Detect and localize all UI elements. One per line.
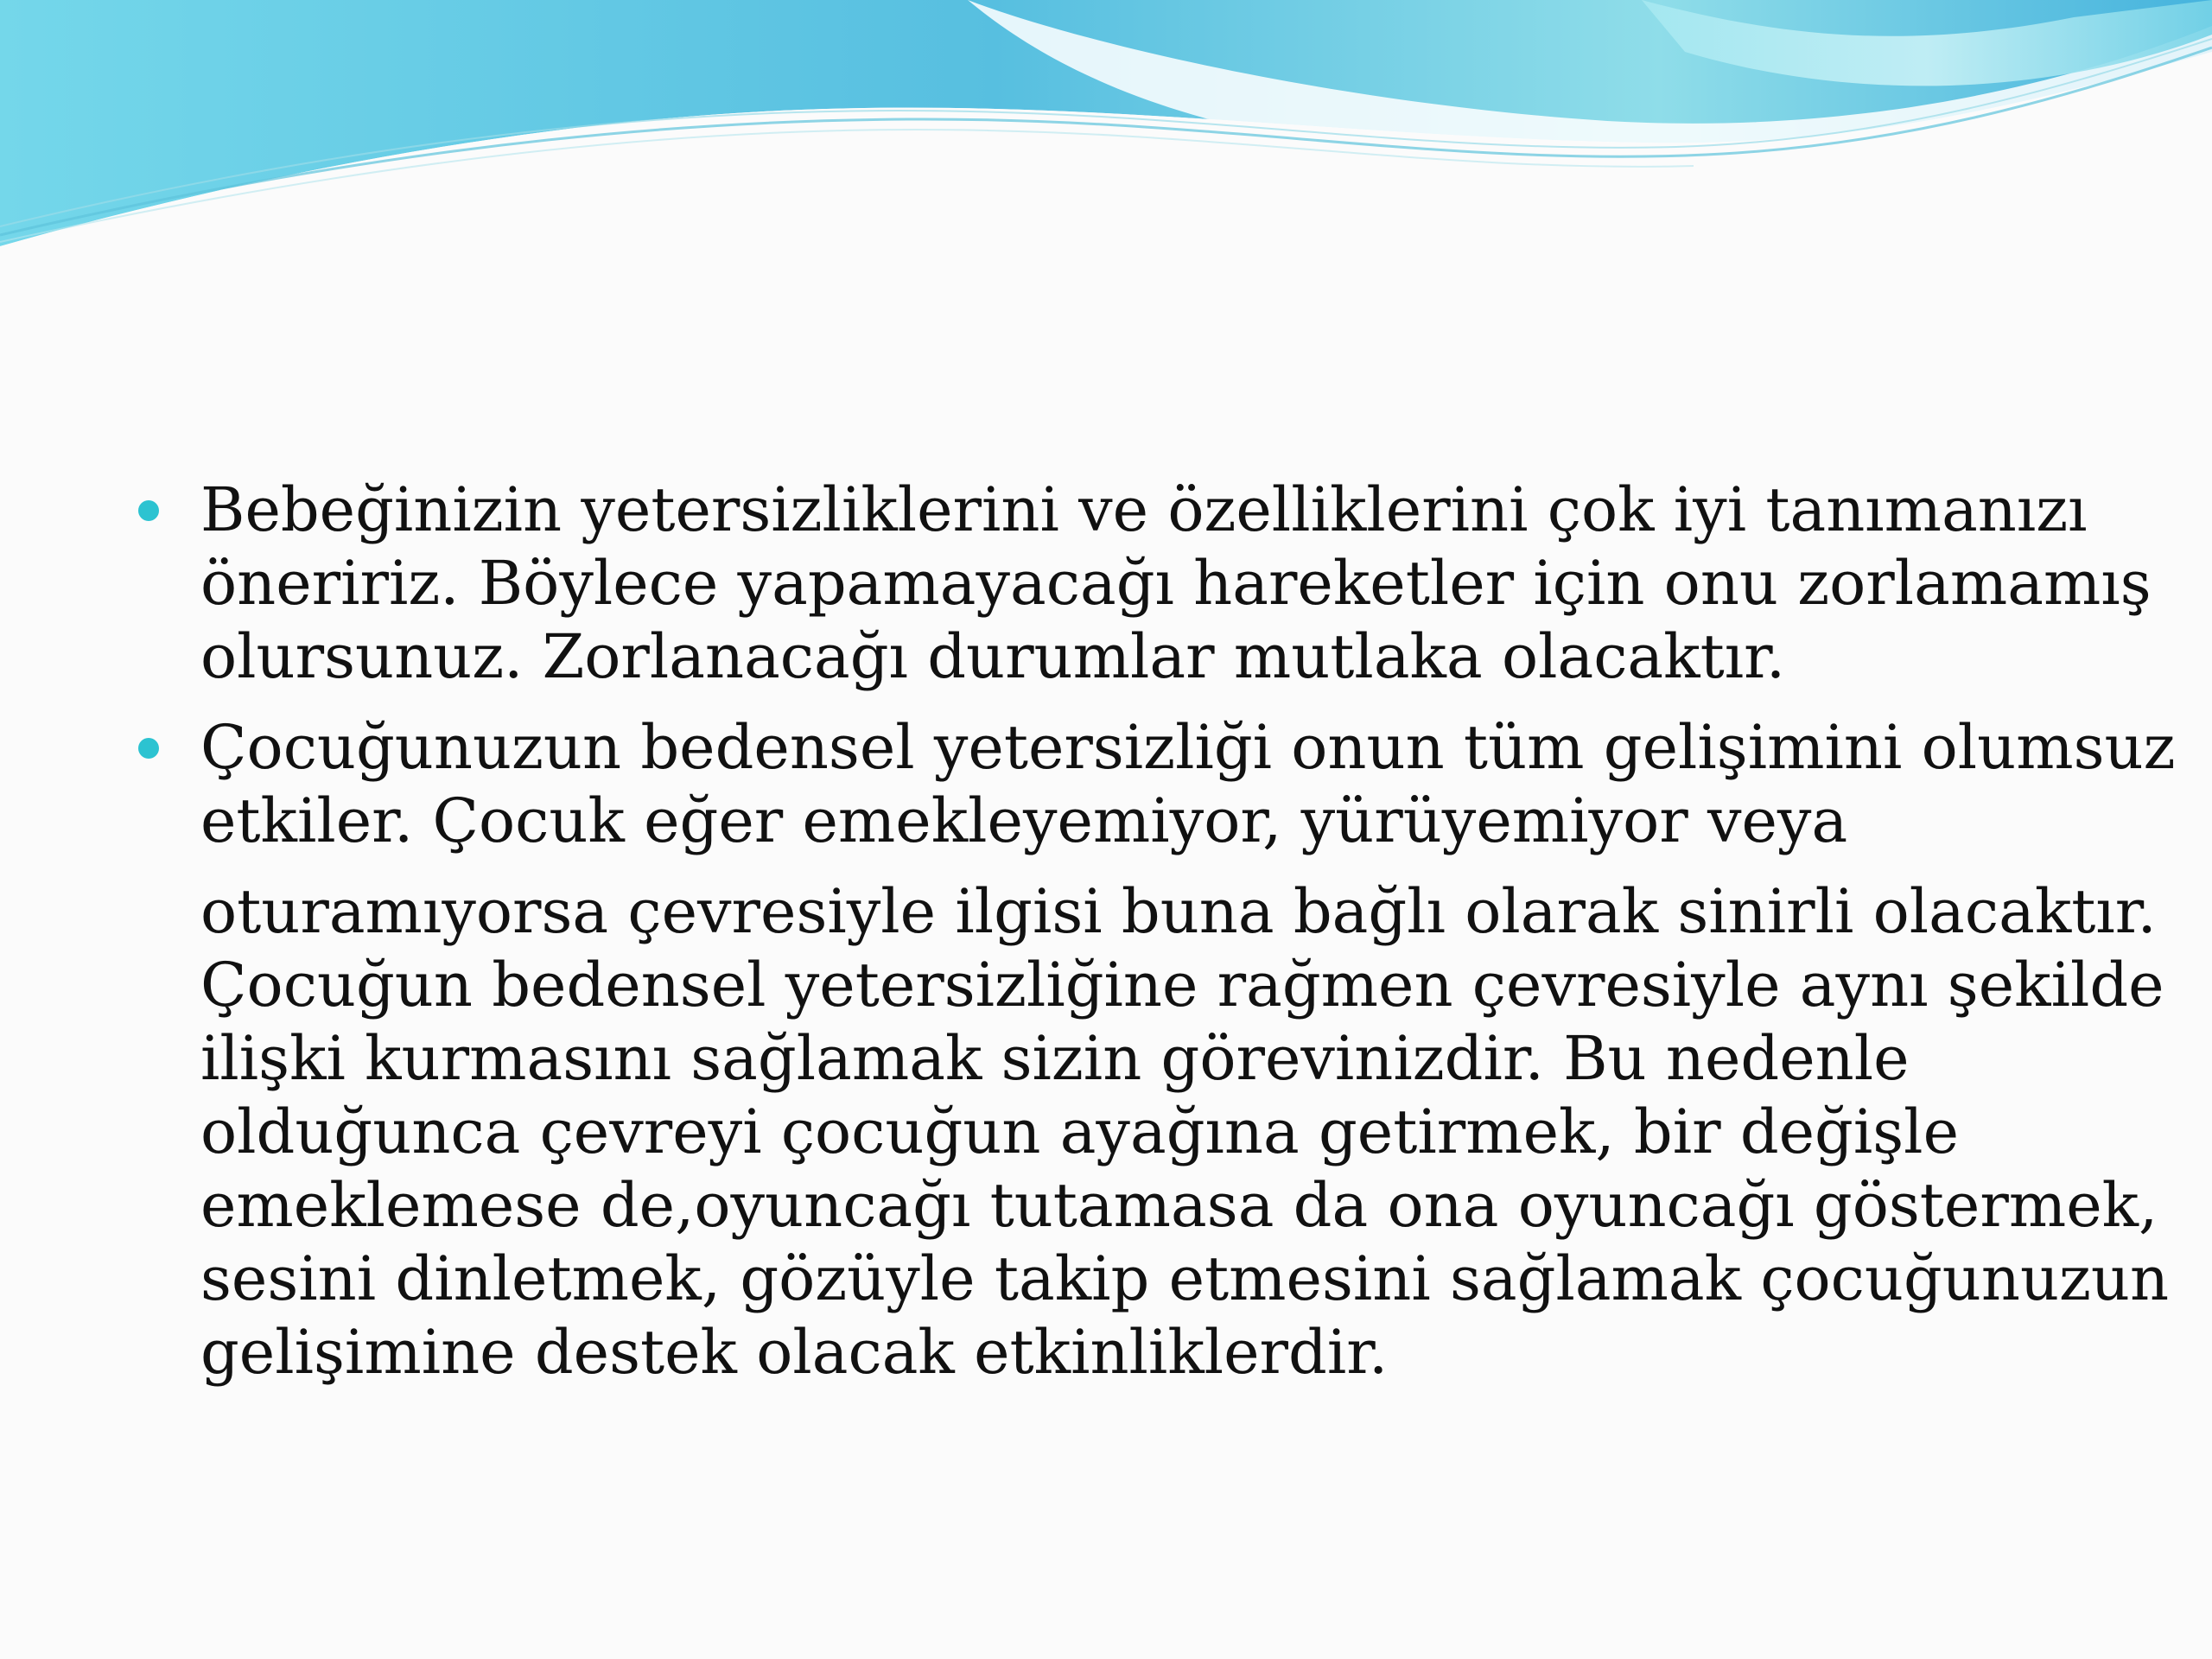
bullet-2-line-9: gelişimine destek olacak etkinliklerdir. [200, 1317, 1389, 1388]
bullet-2-line-7: emeklemese de,oyuncağı tutamasa da ona oyuncağı göstermek, [200, 1170, 2158, 1241]
bullet-item-1 [138, 474, 2152, 694]
bullet-item-2 [138, 711, 2176, 1389]
bullet-2-line-2: etkiler. Çocuk eğer emekleyemiyor, yürüyemiyor veya [200, 785, 1848, 856]
bullet-1-line-2: öneririz. Böylece yapamayacağı hareketler için onu zorlamamış [200, 548, 2152, 619]
bullet-2-line-6: olduğunca çevreyi çocuğun ayağına getirmek, bir değişle [200, 1096, 1959, 1167]
wave-decoration [0, 0, 2212, 259]
bullet-dot-icon [138, 500, 159, 521]
bullet-2-line-1: Çocuğunuzun bedensel yetersizliği onun tüm gelişimini olumsuz [200, 712, 2176, 783]
bullet-dot-icon [138, 738, 159, 759]
bullet-1-line-3: olursunuz. Zorlanacağı durumlar mutlaka olacaktır. [200, 621, 1786, 692]
bullet-1-line-1: Bebeğinizin yetersizliklerini ve özelliklerini çok iyi tanımanızı [200, 474, 2088, 545]
bullet-2-line-4: Çocuğun bedensel yetersizliğine rağmen çevresiyle aynı şekilde [200, 950, 2164, 1020]
bullet-2-line-8: sesini dinletmek, gözüyle takip etmesini sağlamak çocuğunuzun [200, 1243, 2170, 1314]
bullet-2-line-3: oturamıyorsa çevresiyle ilgisi buna bağlı olarak sinirli olacaktır. [200, 876, 2157, 947]
bullet-2-line-5: ilişki kurmasını sağlamak sizin görevinizdir. Bu nedenle [200, 1023, 1910, 1094]
slide-body [138, 474, 2176, 1407]
